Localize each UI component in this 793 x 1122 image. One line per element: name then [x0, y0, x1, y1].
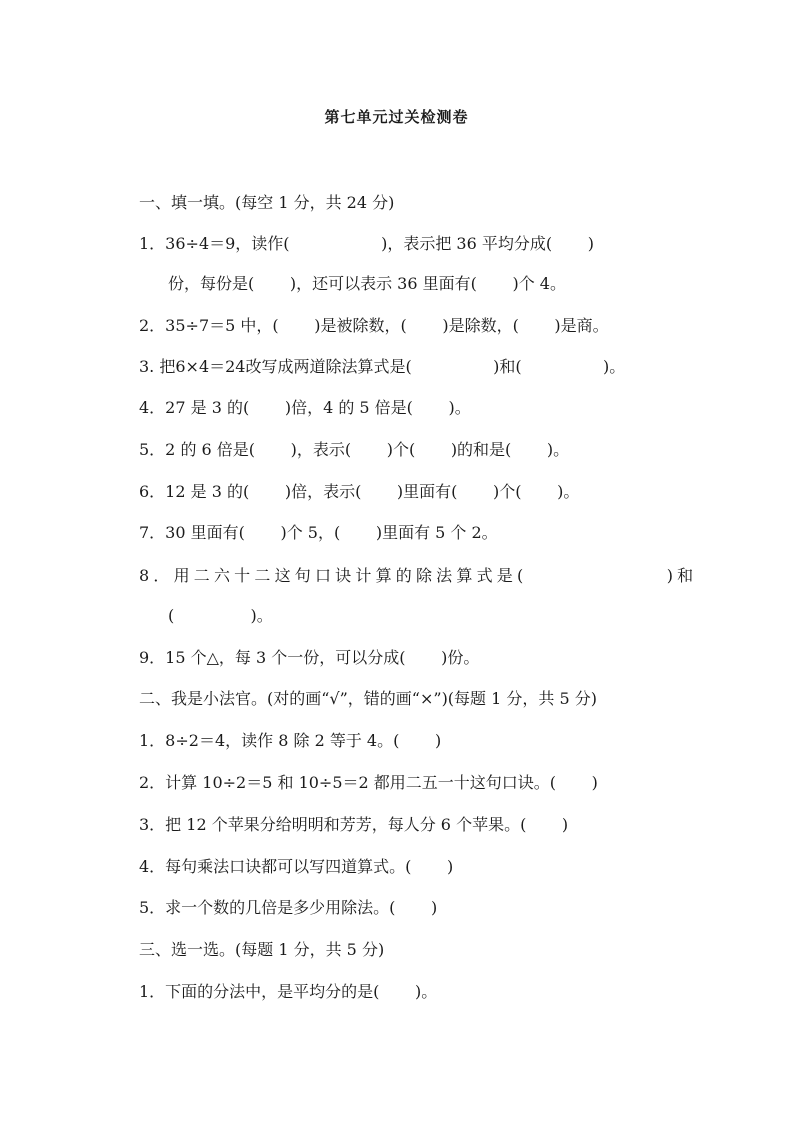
question-1-9: 9．15 个△，每 3 个一份，可以分成( )份。 [139, 648, 480, 667]
question-1-3: 3. 把6×4＝24改写成两道除法算式是( )和( )。 [139, 357, 626, 376]
question-1-8: 8．用二六十二这句口诀计算的除法算式是( )和 [139, 566, 698, 585]
question-1-7: 7．30 里面有( )个 5，( )里面有 5 个 2。 [139, 523, 498, 542]
section-1-heading: 一、填一填。(每空 1 分，共 24 分) [139, 193, 395, 212]
question-1-6: 6．12 是 3 的( )倍，表示( )里面有( )个( )。 [139, 482, 580, 501]
question-2-4: 4．每句乘法口诀都可以写四道算式。( ) [139, 857, 454, 876]
question-1-4: 4．27 是 3 的( )倍，4 的 5 倍是( )。 [139, 398, 471, 417]
question-1-8-cont: ( )。 [168, 606, 273, 625]
question-1-1: 1．36÷4＝9，读作( )，表示把 36 平均分成( ) [139, 234, 594, 253]
question-2-3: 3．把 12 个苹果分给明明和芳芳，每人分 6 个苹果。( ) [139, 815, 569, 834]
question-2-5: 5．求一个数的几倍是多少用除法。( ) [139, 898, 438, 917]
question-1-1-cont: 份，每份是( )，还可以表示 36 里面有( )个 4。 [168, 274, 566, 293]
question-1-5: 5．2 的 6 倍是( )，表示( )个( )的和是( )。 [139, 440, 570, 459]
section-3-heading: 三、选一选。(每题 1 分，共 5 分) [139, 940, 385, 959]
question-2-2: 2．计算 10÷2＝5 和 10÷5＝2 都用二五一十这句口诀。( ) [139, 773, 598, 792]
page-title: 第七单元过关检测卷 [324, 108, 469, 126]
question-3-1: 1．下面的分法中，是平均分的是( )。 [139, 982, 438, 1001]
question-2-1: 1．8÷2＝4，读作 8 除 2 等于 4。( ) [139, 731, 442, 750]
question-1-2: 2．35÷7＝5 中，( )是被除数，( )是除数，( )是商。 [139, 316, 609, 335]
section-2-heading: 二、我是小法官。(对的画“√”，错的画“×”)(每题 1 分，共 5 分) [139, 689, 597, 708]
